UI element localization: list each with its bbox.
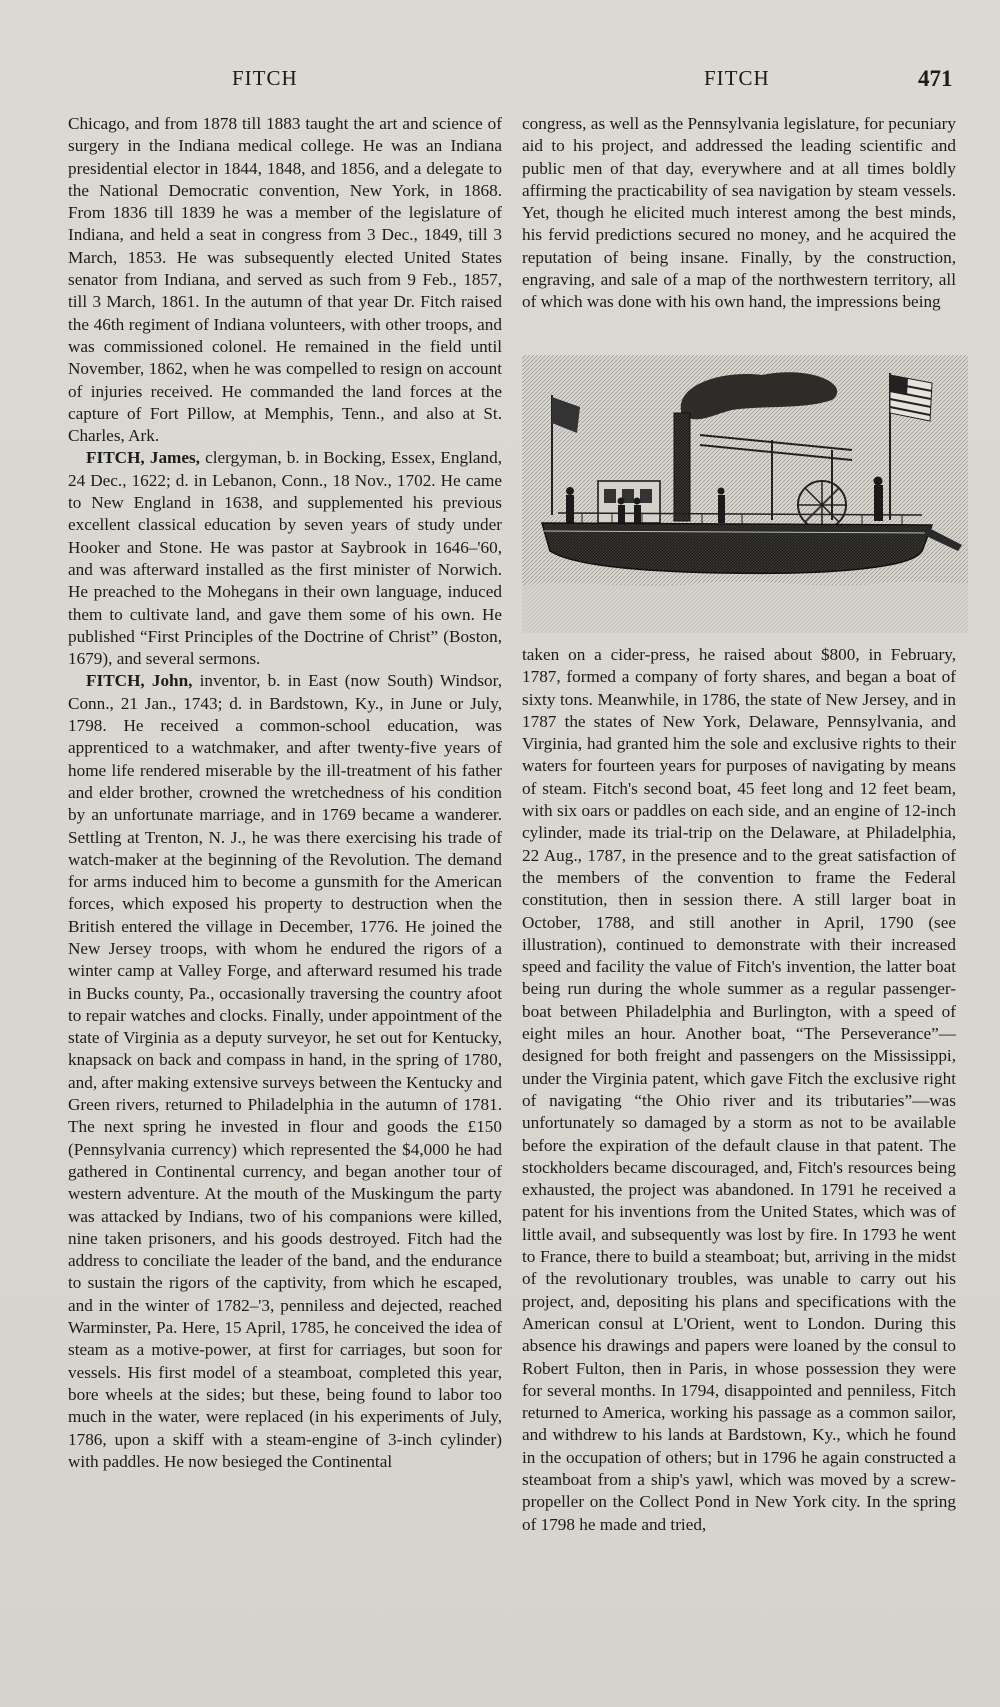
running-head-right: FITCH	[704, 66, 770, 90]
entry-text-james: clergyman, b. in Bocking, Essex, England, 24 Dec., 1622; d. in Lebanon, Conn., 18 Nov., 1702. He came to New England in 1638, and supplemented his previous excellent classical education by seven years of study under Hooker and Stone. He was pastor at Saybrook in 1646–'60, and was afterward installed as the first minister of Norwich. He preached to the Mohegans in their own language, induced them to cultivate land, and gave them some of his own. He published “First Principles of the Doctrine of Christ” (Boston, 1679), and several sermons.	[68, 448, 502, 669]
steamboat-illustration	[522, 355, 968, 633]
entry-john-fitch	[68, 670, 502, 1473]
smokestack	[674, 413, 690, 521]
flag-right	[890, 375, 932, 421]
paddle-wheel	[798, 481, 846, 529]
left-column	[68, 113, 502, 1473]
running-head-left: FITCH	[232, 66, 298, 90]
entry-text-john: inventor, b. in East (now South) Windsor, Conn., 21 Jan., 1743; d. in Bardstown, Ky., in June or July, 1798. He received a common-school education, was apprenticed to a watchmaker, and after twenty-five years of home life rendered miserable by the ill-treatment of his father and elder brother, crowned the wretchedness of his condition by an unfortunate marriage, and in 1769 became a wanderer. Settling at Trenton, N. J., he was there exercising his trade of watch-maker at the beginning of the Revolution. The demand for arms induced him to become a gunsmith for the American forces, which exposed his property to destruction when the British entered the village in December, 1776. He joined the New Jersey troops, with whom he endured the rigors of a winter camp at Valley Forge, and afterward resumed his trade in Bucks county, Pa., occasionally traversing the country afoot to repair watches and clocks. Finally, under appointment of the state of Virginia as a deputy surveyor, he set out for Kentucky, knapsack on back and compass in hand, in the spring of 1780, and, after making extensive surveys between the Kentucky and Green rivers, returned to Philadelphia in the autumn of 1781. The next spring he invested in flour and goods the £150 (Pennsylvania currency) which represented the $4,000 he had gathered in Continental currency, and began another tour of western adventure. At the mouth of the Muskingum the party was attacked by Indians, two of his companions were killed, nine taken prisoners, and his goods destroyed. Fitch had the address to conciliate the leader of the band, and the endurance to sustain the rigors of the captivity, from which he escaped, and in the winter of 1782–'3, penniless and dejected, reached Warminster, Pa. Here, 15 April, 1785, he conceived the idea of steam as a motive-power, at first for carriages, but soon for vessels. His first model of a steamboat, completed this year, bore wheels at the sides; but these, being found to labor too much in the water, were replaced (in his experiments of July, 1786, upon a skiff with a steam-engine of 3-inch cylinder) with paddles. He now besieged the Continental	[68, 671, 502, 1471]
page-number: 471	[918, 66, 953, 91]
paragraph-continuation: Chicago, and from 1878 till 1883 taught the art and science of surgery in the Indiana medical college. He was an Indiana presidential elector in 1844, 1848, and 1856, and a delegate to the National Democratic convention, New York, in 1868. From 1836 till 1839 he was a member of the legislature of Indiana, and held a seat in congress from 3 Dec., 1849, till 3 March, 1853. He was subsequently elected United States senator from Indiana, and served as such from 9 Feb., 1857, till 3 March, 1861. In the autumn of that year Dr. Fitch raised the 46th regiment of Indiana volunteers, with other troops, and was commissioned colonel. He remained in the field until November, 1862, when he was compelled to resign on account of injuries received. He commanded the land forces at the capture of Fort Pillow, at Memphis, Tenn., and also at St. Charles, Ark.	[68, 114, 502, 446]
entry-james-fitch	[68, 447, 502, 670]
right-column-bottom	[522, 644, 956, 1536]
right-column-top	[522, 113, 956, 314]
paragraph-right-top: congress, as well as the Pennsylvania legislature, for pecuniary aid to his project, and addressed the leading scientific and public men of that day, everywhere and at all times boldly affirming the practicability of sea navigation by steam vessels. Yet, though he elicited much interest among the best minds, his fervid predictions secured no money, and he acquired the reputation of being insane. Finally, by the construction, engraving, and sale of a map of the northwestern territory, all of which was done with his own hand, the impressions being	[522, 114, 956, 312]
hull	[542, 523, 932, 573]
entry-head-john: FITCH, John,	[86, 671, 193, 691]
paragraph-right-bottom: taken on a cider-press, he raised about $800, in February, 1787, formed a company of forty shares, and began a boat of sixty tons. Meanwhile, in 1786, the state of New Jersey, and in 1787 the states of New York, Delaware, Pennsylvania, and Virginia, had granted him the sole and exclusive rights to their waters for fourteen years for purposes of navigating by means of steam. Fitch's second boat, 45 feet long and 12 feet beam, with six oars or paddles on each side, and an engine of 12-inch cylinder, made its trial-trip on the Delaware, at Philadelphia, 22 Aug., 1787, in the presence and to the great satisfaction of the members of the convention to frame the Federal constitution, then in session there. A still larger boat in October, 1788, and still another in April, 1790 (see illustration), continued to demonstrate with their increased speed and facility the value of Fitch's invention, the latter boat being run during the whole summer as a regular passenger-boat between Philadelphia and Burlington, with a speed of eight miles an hour. Another boat, “The Perseverance”—designed for both freight and passengers on the Mississippi, under the Virginia patent, which gave Fitch the exclusive right of navigating “the Ohio river and its tributaries”—was unfortunately so damaged by a storm as not to be available before the expiration of the default clause in that patent. The stockholders became discouraged, and, Fitch's resources being exhausted, the project was abandoned. In 1791 he received a patent for his inventions from the United States, which was of little avail, and subsequently was lost by fire. In 1793 he went to France, there to build a steamboat; but, arriving in the midst of the revolutionary troubles, was unable to carry out his project, and, depositing his plans and specifications with the American consul at L'Orient, went to London. During this absence his drawings and papers were loaned by the consul to Robert Fulton, then in Paris, in whose possession they were for several months. In 1794, disappointed and penniless, Fitch returned to America, working his passage as a common sailor, and withdrew to his lands at Bardstown, Ky., which he found in the occupation of others; but in 1796 he again constructed a steamboat from a ship's yawl, which was moved by a screw-propeller on the Collect Pond in New York city. In the spring of 1798 he made and tried,	[522, 645, 956, 1534]
water	[522, 581, 968, 633]
entry-head-james: FITCH, James,	[86, 448, 200, 468]
